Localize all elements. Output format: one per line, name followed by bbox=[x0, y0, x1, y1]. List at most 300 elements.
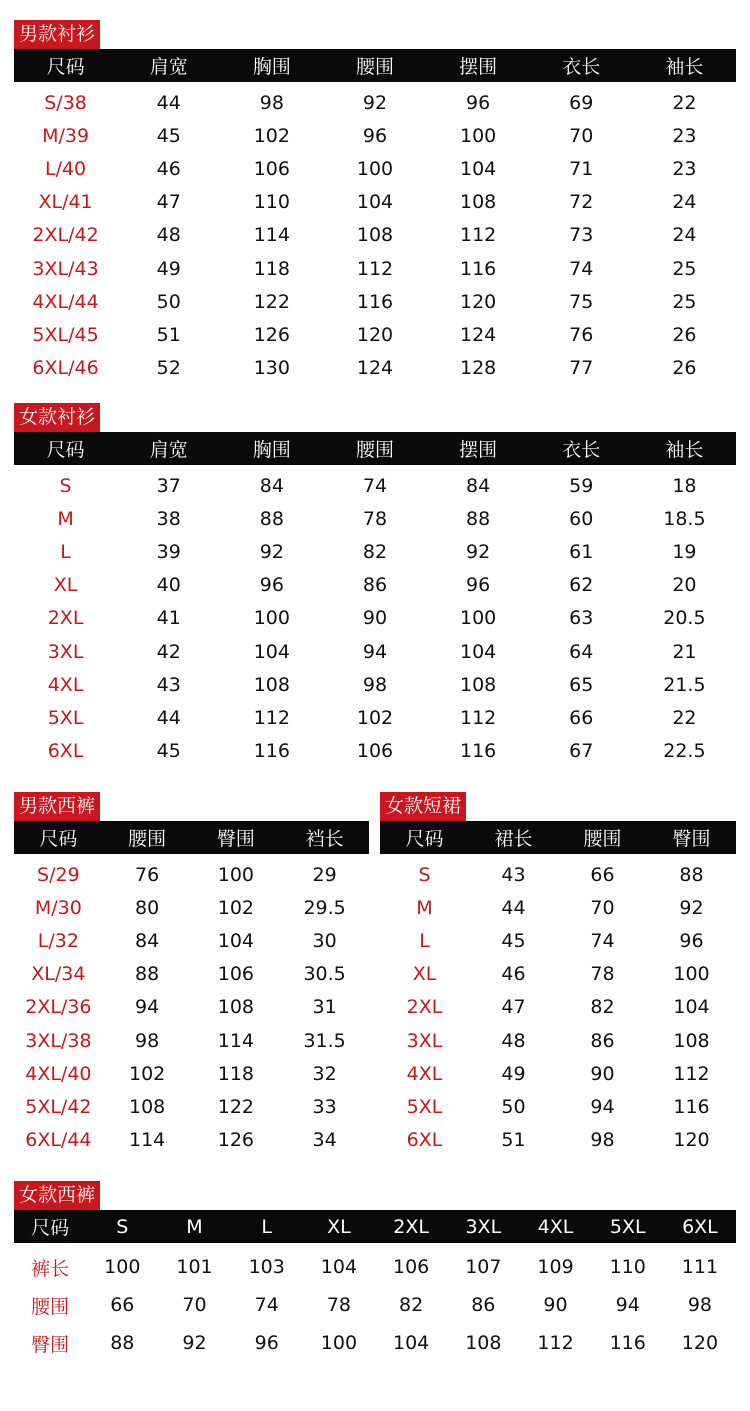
value-cell: 74 bbox=[569, 257, 594, 280]
row-label-cell: 4XL/40 bbox=[25, 1062, 92, 1085]
value-cell: 102 bbox=[217, 896, 254, 919]
value-cell: 66 bbox=[590, 863, 615, 886]
value-cell: 67 bbox=[569, 740, 594, 763]
table-row bbox=[380, 1124, 736, 1157]
table-header bbox=[14, 49, 736, 82]
value-cell: 100 bbox=[460, 607, 497, 630]
table-body bbox=[14, 469, 736, 768]
column-header: XL bbox=[327, 1215, 351, 1238]
value-cell: 20 bbox=[672, 574, 697, 597]
row-label-cell: 5XL bbox=[406, 1095, 443, 1118]
value-cell: 102 bbox=[356, 706, 394, 729]
row-label-cell: 6XL/46 bbox=[32, 357, 99, 380]
value-cell: 96 bbox=[466, 574, 491, 597]
section-title: 男款衬衫 bbox=[14, 20, 100, 49]
value-cell: 18.5 bbox=[663, 507, 706, 530]
value-cell: 96 bbox=[679, 929, 704, 952]
value-cell: 44 bbox=[156, 91, 181, 114]
table-row bbox=[14, 858, 369, 891]
value-cell: 126 bbox=[217, 1129, 254, 1152]
table-row bbox=[14, 152, 736, 185]
section-title: 男款西裤 bbox=[14, 792, 100, 821]
value-cell: 122 bbox=[253, 290, 290, 313]
value-cell: 103 bbox=[248, 1256, 285, 1278]
value-cell: 106 bbox=[392, 1256, 430, 1278]
row-label-cell: 3XL/43 bbox=[32, 257, 99, 280]
table-row bbox=[14, 1248, 736, 1286]
value-cell: 82 bbox=[590, 996, 615, 1019]
value-cell: 64 bbox=[569, 640, 594, 663]
value-cell: 108 bbox=[128, 1095, 166, 1118]
value-cell: 112 bbox=[673, 1062, 710, 1085]
value-cell: 122 bbox=[217, 1095, 254, 1118]
column-header: 裆长 bbox=[305, 828, 344, 850]
row-label-cell: S/29 bbox=[37, 863, 80, 886]
row-label-cell: 5XL/45 bbox=[32, 323, 99, 346]
value-cell: 48 bbox=[156, 224, 181, 247]
value-cell: 104 bbox=[320, 1256, 358, 1278]
row-label-cell: L bbox=[60, 540, 71, 563]
table-row bbox=[380, 924, 736, 957]
value-cell: 114 bbox=[217, 1029, 254, 1052]
value-cell: 50 bbox=[501, 1095, 526, 1118]
table-row bbox=[14, 1024, 369, 1057]
value-cell: 130 bbox=[253, 357, 290, 380]
value-cell: 49 bbox=[156, 257, 181, 280]
value-cell: 86 bbox=[471, 1294, 496, 1316]
table-body bbox=[380, 858, 736, 1157]
value-cell: 62 bbox=[569, 574, 594, 597]
value-cell: 98 bbox=[687, 1294, 713, 1316]
value-cell: 61 bbox=[569, 540, 594, 563]
value-cell: 41 bbox=[156, 607, 181, 630]
table-row bbox=[14, 219, 736, 252]
value-cell: 31.5 bbox=[303, 1029, 346, 1052]
value-cell: 90 bbox=[362, 607, 388, 630]
value-cell: 92 bbox=[466, 540, 491, 563]
value-cell: 104 bbox=[460, 640, 497, 663]
value-cell: 98 bbox=[590, 1129, 615, 1152]
row-label-cell: 3XL bbox=[406, 1029, 443, 1052]
value-cell: 107 bbox=[465, 1256, 502, 1278]
value-cell: 96 bbox=[362, 124, 388, 147]
value-cell: 88 bbox=[110, 1332, 135, 1354]
value-cell: 114 bbox=[253, 224, 290, 247]
table-body bbox=[14, 86, 736, 385]
column-header: 2XL bbox=[393, 1215, 429, 1238]
row-label-cell: 2XL bbox=[47, 607, 84, 630]
value-cell: 96 bbox=[254, 1332, 279, 1354]
value-cell: 100 bbox=[320, 1332, 358, 1354]
table-header bbox=[14, 821, 369, 854]
value-cell: 20.5 bbox=[663, 607, 706, 630]
column-header: M bbox=[186, 1215, 203, 1238]
value-cell: 39 bbox=[156, 540, 181, 563]
column-header: 胸围 bbox=[252, 56, 291, 78]
table-row bbox=[14, 285, 736, 318]
column-header: 臀围 bbox=[216, 828, 255, 850]
value-cell: 101 bbox=[176, 1256, 213, 1278]
value-cell: 116 bbox=[609, 1332, 646, 1354]
row-label-cell: 4XL bbox=[406, 1062, 443, 1085]
value-cell: 75 bbox=[569, 290, 594, 313]
value-cell: 92 bbox=[362, 91, 388, 114]
value-cell: 110 bbox=[253, 191, 290, 214]
value-cell: 22 bbox=[672, 91, 697, 114]
row-label-cell: 6XL bbox=[47, 740, 84, 763]
row-label-cell: XL/41 bbox=[38, 191, 93, 214]
value-cell: 76 bbox=[135, 863, 160, 886]
row-label-cell: 裤长 bbox=[31, 1257, 70, 1280]
table-row bbox=[14, 86, 736, 119]
column-header: 摆围 bbox=[459, 439, 498, 461]
value-cell: 120 bbox=[460, 290, 497, 313]
table-row bbox=[380, 1057, 736, 1090]
value-cell: 90 bbox=[543, 1294, 568, 1316]
table-body bbox=[14, 858, 369, 1157]
column-header: 肩宽 bbox=[149, 439, 188, 461]
value-cell: 74 bbox=[362, 474, 388, 497]
value-cell: 32 bbox=[312, 1062, 337, 1085]
value-cell: 88 bbox=[466, 507, 491, 530]
value-cell: 94 bbox=[590, 1095, 615, 1118]
value-cell: 21 bbox=[672, 640, 697, 663]
row-label-cell: 腰围 bbox=[31, 1295, 70, 1318]
table-row bbox=[14, 735, 736, 768]
table-header bbox=[14, 1210, 736, 1243]
value-cell: 84 bbox=[466, 474, 491, 497]
value-cell: 108 bbox=[217, 996, 254, 1019]
value-cell: 92 bbox=[679, 896, 704, 919]
table-row bbox=[380, 958, 736, 991]
row-label-cell: 6XL bbox=[406, 1129, 443, 1152]
table-row bbox=[14, 1324, 736, 1362]
table-row bbox=[14, 1057, 369, 1090]
column-header: 4XL bbox=[537, 1215, 574, 1238]
value-cell: 30 bbox=[312, 929, 337, 952]
value-cell: 74 bbox=[254, 1294, 279, 1316]
value-cell: 116 bbox=[253, 740, 290, 763]
value-cell: 106 bbox=[253, 157, 290, 180]
value-cell: 34 bbox=[312, 1129, 337, 1152]
value-cell: 124 bbox=[356, 357, 394, 380]
value-cell: 84 bbox=[259, 474, 284, 497]
column-header: 衣长 bbox=[562, 56, 601, 78]
column-header: 6XL bbox=[682, 1215, 718, 1238]
row-label-cell: L bbox=[419, 929, 430, 952]
table-row bbox=[14, 252, 736, 285]
section-title: 女款短裙 bbox=[380, 792, 466, 821]
table-row bbox=[14, 958, 369, 991]
value-cell: 106 bbox=[356, 740, 394, 763]
value-cell: 45 bbox=[501, 929, 526, 952]
column-header: 腰围 bbox=[355, 439, 394, 461]
table-row bbox=[14, 668, 736, 701]
value-cell: 23 bbox=[672, 157, 697, 180]
value-cell: 100 bbox=[460, 124, 497, 147]
value-cell: 128 bbox=[460, 357, 497, 380]
value-cell: 70 bbox=[569, 124, 594, 147]
value-cell: 45 bbox=[156, 124, 181, 147]
value-cell: 98 bbox=[259, 91, 284, 114]
value-cell: 92 bbox=[259, 540, 284, 563]
table-row bbox=[14, 502, 736, 535]
row-label-cell: M/30 bbox=[34, 896, 82, 919]
value-cell: 59 bbox=[569, 474, 594, 497]
value-cell: 98 bbox=[362, 673, 388, 696]
value-cell: 38 bbox=[156, 507, 181, 530]
value-cell: 26 bbox=[672, 323, 697, 346]
value-cell: 21.5 bbox=[663, 673, 706, 696]
value-cell: 86 bbox=[590, 1029, 615, 1052]
value-cell: 104 bbox=[673, 996, 710, 1019]
value-cell: 100 bbox=[104, 1256, 141, 1278]
table-row bbox=[14, 1124, 369, 1157]
value-cell: 100 bbox=[673, 963, 710, 986]
value-cell: 118 bbox=[253, 257, 290, 280]
column-header: 袖长 bbox=[665, 56, 704, 78]
value-cell: 30.5 bbox=[303, 963, 346, 986]
table-row bbox=[14, 701, 736, 734]
section-title: 女款西裤 bbox=[14, 1181, 100, 1210]
table-row bbox=[14, 569, 736, 602]
table-row bbox=[14, 186, 736, 219]
value-cell: 108 bbox=[460, 191, 497, 214]
value-cell: 22.5 bbox=[663, 740, 706, 763]
column-header: 5XL bbox=[609, 1215, 646, 1238]
value-cell: 72 bbox=[569, 191, 594, 214]
value-cell: 96 bbox=[259, 574, 284, 597]
value-cell: 104 bbox=[460, 157, 497, 180]
value-cell: 43 bbox=[501, 863, 526, 886]
value-cell: 118 bbox=[217, 1062, 254, 1085]
row-label-cell: M bbox=[57, 507, 74, 530]
row-label-cell: XL/34 bbox=[31, 963, 86, 986]
value-cell: 100 bbox=[253, 607, 290, 630]
value-cell: 29 bbox=[312, 863, 337, 886]
value-cell: 98 bbox=[135, 1029, 160, 1052]
value-cell: 104 bbox=[217, 929, 254, 952]
value-cell: 114 bbox=[128, 1129, 166, 1152]
row-label-cell: 3XL bbox=[47, 640, 84, 663]
value-cell: 78 bbox=[326, 1294, 351, 1316]
value-cell: 37 bbox=[156, 474, 181, 497]
value-cell: 108 bbox=[356, 224, 394, 247]
table-row bbox=[14, 1090, 369, 1123]
value-cell: 73 bbox=[569, 224, 594, 247]
value-cell: 31 bbox=[312, 996, 337, 1019]
value-cell: 22 bbox=[672, 706, 697, 729]
table-row bbox=[14, 119, 736, 152]
value-cell: 92 bbox=[182, 1332, 207, 1354]
value-cell: 78 bbox=[590, 963, 615, 986]
value-cell: 50 bbox=[156, 290, 181, 313]
value-cell: 23 bbox=[672, 124, 697, 147]
value-cell: 111 bbox=[681, 1256, 719, 1278]
value-cell: 126 bbox=[253, 323, 290, 346]
value-cell: 49 bbox=[501, 1062, 526, 1085]
value-cell: 116 bbox=[673, 1095, 710, 1118]
column-header: 摆围 bbox=[459, 56, 498, 78]
value-cell: 104 bbox=[392, 1332, 430, 1354]
value-cell: 112 bbox=[460, 706, 497, 729]
value-cell: 120 bbox=[681, 1332, 719, 1354]
value-cell: 18 bbox=[672, 474, 697, 497]
value-cell: 102 bbox=[128, 1062, 166, 1085]
row-label-cell: M/39 bbox=[42, 124, 90, 147]
value-cell: 124 bbox=[460, 323, 497, 346]
value-cell: 60 bbox=[569, 507, 594, 530]
row-label-cell: 4XL bbox=[47, 673, 84, 696]
value-cell: 109 bbox=[537, 1256, 574, 1278]
column-header: S bbox=[116, 1215, 129, 1238]
value-cell: 88 bbox=[135, 963, 160, 986]
row-label-cell: 臀围 bbox=[31, 1333, 70, 1356]
value-cell: 51 bbox=[156, 323, 181, 346]
value-cell: 76 bbox=[569, 323, 594, 346]
table-header bbox=[380, 821, 736, 854]
value-cell: 86 bbox=[362, 574, 388, 597]
value-cell: 82 bbox=[362, 540, 388, 563]
column-header: 尺码 bbox=[46, 439, 85, 461]
value-cell: 104 bbox=[356, 191, 394, 214]
table-row bbox=[14, 318, 736, 351]
table-row bbox=[14, 352, 736, 385]
value-cell: 40 bbox=[156, 574, 181, 597]
table-body bbox=[14, 1248, 736, 1362]
value-cell: 104 bbox=[253, 640, 290, 663]
value-cell: 108 bbox=[673, 1029, 710, 1052]
value-cell: 100 bbox=[356, 157, 394, 180]
row-label-cell: 3XL/38 bbox=[25, 1029, 92, 1052]
value-cell: 94 bbox=[135, 996, 160, 1019]
column-header: 尺码 bbox=[46, 56, 85, 78]
value-cell: 24 bbox=[672, 224, 697, 247]
value-cell: 25 bbox=[672, 257, 697, 280]
value-cell: 96 bbox=[466, 91, 491, 114]
value-cell: 112 bbox=[460, 224, 497, 247]
row-label-cell: L/40 bbox=[44, 157, 87, 180]
row-label-cell: M bbox=[416, 896, 433, 919]
value-cell: 74 bbox=[590, 929, 615, 952]
column-header: 裙长 bbox=[494, 828, 533, 850]
value-cell: 26 bbox=[672, 357, 697, 380]
column-header: 臀围 bbox=[672, 828, 711, 850]
column-header: 3XL bbox=[465, 1215, 502, 1238]
value-cell: 63 bbox=[569, 607, 594, 630]
value-cell: 108 bbox=[465, 1332, 502, 1354]
row-label-cell: S bbox=[418, 863, 431, 886]
column-header: L bbox=[261, 1215, 272, 1238]
value-cell: 46 bbox=[501, 963, 526, 986]
column-header: 尺码 bbox=[39, 828, 78, 850]
value-cell: 25 bbox=[672, 290, 697, 313]
value-cell: 43 bbox=[156, 673, 181, 696]
value-cell: 71 bbox=[569, 157, 594, 180]
column-header: 肩宽 bbox=[149, 56, 188, 78]
row-label-cell: XL bbox=[412, 963, 437, 986]
value-cell: 52 bbox=[156, 357, 181, 380]
value-cell: 29.5 bbox=[303, 896, 346, 919]
column-header: 腰围 bbox=[355, 56, 394, 78]
column-header: 腰围 bbox=[128, 828, 167, 850]
value-cell: 108 bbox=[253, 673, 290, 696]
table-row bbox=[380, 891, 736, 924]
value-cell: 116 bbox=[460, 740, 497, 763]
value-cell: 88 bbox=[259, 507, 284, 530]
value-cell: 19 bbox=[672, 540, 697, 563]
table-row bbox=[380, 1090, 736, 1123]
value-cell: 33 bbox=[312, 1095, 337, 1118]
value-cell: 112 bbox=[253, 706, 290, 729]
row-label-cell: 2XL/42 bbox=[32, 224, 99, 247]
value-cell: 88 bbox=[679, 863, 704, 886]
value-cell: 94 bbox=[362, 640, 388, 663]
table-row bbox=[14, 1286, 736, 1324]
table-row bbox=[14, 991, 369, 1024]
value-cell: 100 bbox=[217, 863, 254, 886]
value-cell: 65 bbox=[569, 673, 594, 696]
table-row bbox=[380, 1024, 736, 1057]
table-row bbox=[14, 635, 736, 668]
value-cell: 112 bbox=[537, 1332, 574, 1354]
value-cell: 70 bbox=[590, 896, 615, 919]
value-cell: 108 bbox=[460, 673, 497, 696]
value-cell: 44 bbox=[501, 896, 526, 919]
value-cell: 110 bbox=[609, 1256, 646, 1278]
table-row bbox=[380, 858, 736, 891]
row-label-cell: S bbox=[59, 474, 72, 497]
column-header: 腰围 bbox=[583, 828, 622, 850]
value-cell: 90 bbox=[590, 1062, 615, 1085]
value-cell: 82 bbox=[399, 1294, 424, 1316]
value-cell: 120 bbox=[356, 323, 394, 346]
value-cell: 51 bbox=[501, 1129, 526, 1152]
value-cell: 112 bbox=[356, 257, 394, 280]
row-label-cell: L/32 bbox=[37, 929, 79, 952]
value-cell: 48 bbox=[501, 1029, 526, 1052]
value-cell: 94 bbox=[615, 1294, 640, 1316]
table-row bbox=[14, 602, 736, 635]
value-cell: 102 bbox=[253, 124, 290, 147]
table-row bbox=[14, 535, 736, 568]
row-label-cell: S/38 bbox=[44, 91, 87, 114]
row-label-cell: 2XL/36 bbox=[25, 996, 92, 1019]
table-row bbox=[14, 891, 369, 924]
table-row bbox=[14, 469, 736, 502]
row-label-cell: 5XL bbox=[47, 706, 84, 729]
row-label-cell: 5XL/42 bbox=[25, 1095, 92, 1118]
value-cell: 66 bbox=[110, 1294, 135, 1316]
column-header: 衣长 bbox=[562, 439, 601, 461]
column-header: 尺码 bbox=[405, 828, 444, 850]
table-row bbox=[380, 991, 736, 1024]
value-cell: 78 bbox=[362, 507, 388, 530]
section-title: 女款衬衫 bbox=[14, 403, 100, 432]
value-cell: 120 bbox=[673, 1129, 710, 1152]
value-cell: 69 bbox=[569, 91, 594, 114]
column-header: 胸围 bbox=[252, 439, 291, 461]
value-cell: 70 bbox=[182, 1294, 207, 1316]
column-header: 尺码 bbox=[31, 1217, 70, 1239]
value-cell: 116 bbox=[356, 290, 394, 313]
row-label-cell: XL bbox=[53, 574, 78, 597]
value-cell: 47 bbox=[501, 996, 526, 1019]
value-cell: 80 bbox=[135, 896, 160, 919]
table-header bbox=[14, 432, 736, 465]
row-label-cell: 2XL bbox=[406, 996, 443, 1019]
value-cell: 116 bbox=[460, 257, 497, 280]
